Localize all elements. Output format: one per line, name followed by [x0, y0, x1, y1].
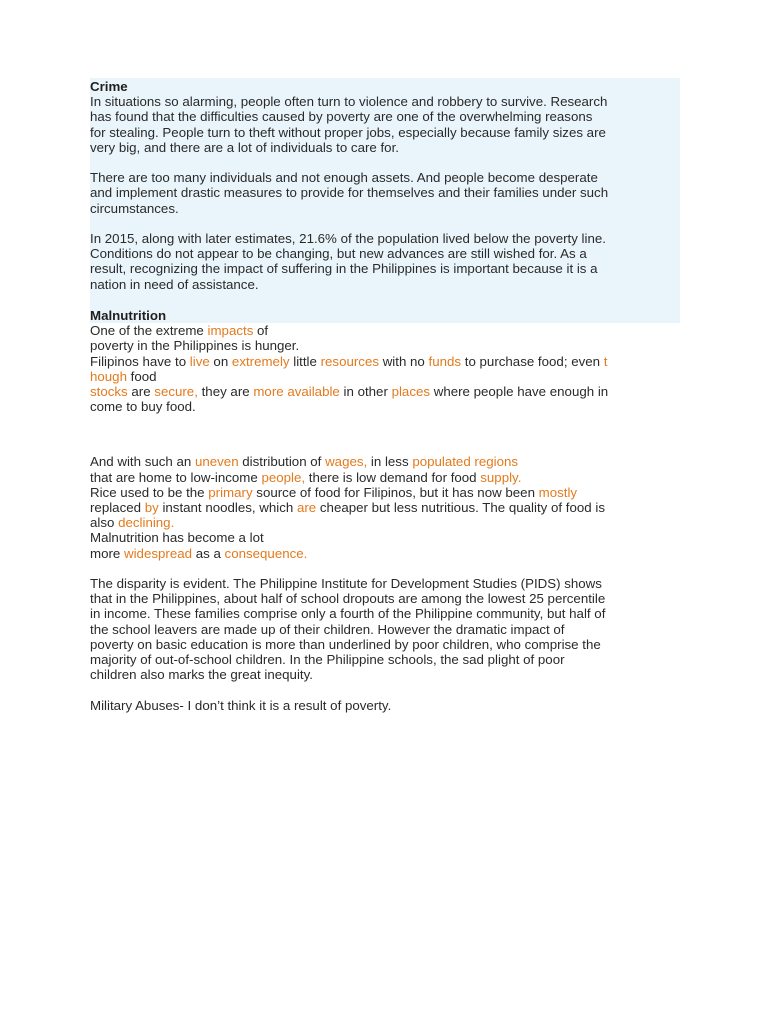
text-run: Rice used to be the	[90, 484, 209, 500]
wages-line-1	[90, 454, 680, 469]
section-gap	[90, 414, 680, 454]
wages-line-5	[90, 515, 680, 530]
disparity-paragraph	[90, 576, 680, 682]
paragraph-gap	[90, 155, 680, 170]
malnutrition-line-6	[90, 399, 680, 414]
crime-p1-line-2: has found that the difficulties caused by poverty are one of the overwhelming reasons	[90, 109, 593, 125]
paragraph-gap	[90, 561, 680, 576]
inline-link[interactable]: funds	[428, 353, 462, 369]
inline-link[interactable]: by	[144, 500, 159, 516]
paragraph-gap	[90, 292, 680, 307]
inline-link[interactable]: impacts	[207, 323, 254, 339]
paragraph-gap	[90, 682, 680, 697]
inline-link[interactable]: declining.	[118, 515, 175, 531]
disparity-line-3: in income. These families comprise only a fourth of the Philippine community, but half of	[90, 606, 606, 622]
text-run: come to buy food.	[90, 399, 196, 415]
crime-p3-line-4: nation in need of assistance.	[90, 276, 259, 292]
text-run: food	[126, 368, 157, 384]
crime-paragraph-1	[90, 94, 680, 155]
text-run: with no	[379, 353, 429, 369]
disparity-line-6: majority of out-of-school children. In the Philippine schools, the sad plight of poor	[90, 652, 565, 668]
malnutrition-heading: Malnutrition	[90, 308, 167, 323]
crime-p1-line-4: very big, and there are a lot of individuals to care for.	[90, 139, 399, 155]
wages-line-3	[90, 485, 680, 500]
text-run: they are	[197, 384, 254, 400]
crime-section	[90, 78, 680, 323]
crime-paragraph-2	[90, 170, 680, 216]
inline-link[interactable]: secure,	[154, 384, 198, 400]
malnutrition-line-5	[90, 384, 680, 399]
military-abuses-line: Military Abuses- I don’t think it is a result of poverty.	[90, 697, 392, 713]
inline-link[interactable]: widespread	[124, 545, 193, 561]
crime-heading: Crime	[90, 79, 128, 94]
disparity-line-4: the school leavers are made up of their children. However the dramatic impact of	[90, 621, 565, 637]
crime-p2-line-3: circumstances.	[90, 200, 179, 216]
inline-link[interactable]: places	[391, 384, 431, 400]
text-run: more	[90, 545, 124, 561]
disparity-line-5: poverty on basic education is more than underlined by poor children, who comprise the	[90, 636, 601, 652]
disparity-line-2: that in the Philippines, about half of school dropouts are among the lowest 25 percentile	[90, 591, 606, 607]
text-run: cheaper but less nutritious. The quality of food is	[316, 500, 605, 516]
wages-line-6	[90, 530, 680, 545]
text-run: One of the extreme	[90, 323, 208, 339]
inline-link[interactable]: people,	[261, 469, 306, 485]
inline-link[interactable]: more available	[253, 384, 340, 400]
crime-p3-line-1: In 2015, along with later estimates, 21.6% of the population lived below the poverty line.	[90, 231, 606, 246]
crime-p2-line-2: and implement drastic measures to provide for themselves and their families under such	[90, 185, 609, 201]
text-run: Malnutrition has become a lot	[90, 530, 264, 546]
crime-paragraph-3	[90, 231, 680, 292]
disparity-line-7: children also marks the great inequity.	[90, 667, 313, 683]
text-run: also	[90, 515, 119, 531]
text-run: that are home to low-income	[90, 469, 262, 485]
crime-p3-line-3: result, recognizing the impact of suffering in the Philippines is important because it is a	[90, 261, 598, 277]
inline-link[interactable]: stocks	[90, 384, 128, 400]
text-run: poverty in the Philippines is hunger.	[90, 338, 300, 354]
inline-link[interactable]: mostly	[538, 484, 578, 500]
malnutrition-line-2	[90, 338, 680, 353]
document-page	[90, 78, 680, 713]
inline-link[interactable]: extremely	[231, 353, 290, 369]
text-run: there is low demand for food	[305, 469, 481, 485]
inline-link[interactable]: consequence.	[224, 545, 308, 561]
text-run: are	[127, 384, 155, 400]
inline-link[interactable]: uneven	[194, 454, 239, 470]
text-run: And with such an	[90, 454, 195, 470]
crime-p3-line-2: Conditions do not appear to be changing, but new advances are still wished for. As a	[90, 246, 587, 262]
text-run: replaced	[90, 500, 145, 516]
malnutrition-line-4	[90, 369, 680, 384]
text-run: instant noodles, which	[158, 500, 297, 516]
inline-link[interactable]: are	[296, 500, 317, 516]
text-run: source of food for Filipinos, but it has now been	[252, 484, 539, 500]
malnutrition-line-1	[90, 323, 680, 338]
wages-line-4	[90, 500, 680, 515]
inline-link[interactable]: wages,	[325, 454, 368, 470]
text-run: Filipinos have to	[90, 353, 190, 369]
text-run: to purchase food; even	[461, 353, 604, 369]
malnutrition-paragraph	[90, 323, 680, 414]
wages-line-7	[90, 546, 680, 561]
inline-link[interactable]: resources	[320, 353, 379, 369]
malnutrition-line-3	[90, 354, 680, 369]
inline-link[interactable]: supply.	[480, 469, 522, 485]
text-run: in other	[339, 384, 392, 400]
text-run: where people have enough in	[430, 384, 609, 400]
inline-link[interactable]: live	[189, 353, 210, 369]
text-run: as a	[192, 545, 225, 561]
crime-p1-line-1: In situations so alarming, people often turn to violence and robbery to survive. Research	[90, 94, 608, 110]
paragraph-gap	[90, 216, 680, 231]
text-run: in less	[367, 454, 413, 470]
text-run: little	[289, 353, 321, 369]
wages-line-2	[90, 470, 680, 485]
text-run: of	[253, 323, 269, 339]
crime-p2-line-1: There are too many individuals and not enough assets. And people become desperate	[90, 170, 598, 186]
inline-link[interactable]: populated regions	[412, 454, 519, 470]
disparity-line-1: The disparity is evident. The Philippine Institute for Development Studies (PIDS) shows	[90, 576, 602, 592]
crime-p1-line-3: for stealing. People turn to theft without proper jobs, especially because family sizes are	[90, 124, 606, 140]
wages-paragraph	[90, 454, 680, 560]
inline-link[interactable]: hough	[90, 368, 127, 384]
text-run: on	[209, 353, 232, 369]
text-run: distribution of	[238, 454, 326, 470]
inline-link[interactable]: primary	[208, 484, 253, 500]
inline-link[interactable]: t	[603, 353, 608, 369]
